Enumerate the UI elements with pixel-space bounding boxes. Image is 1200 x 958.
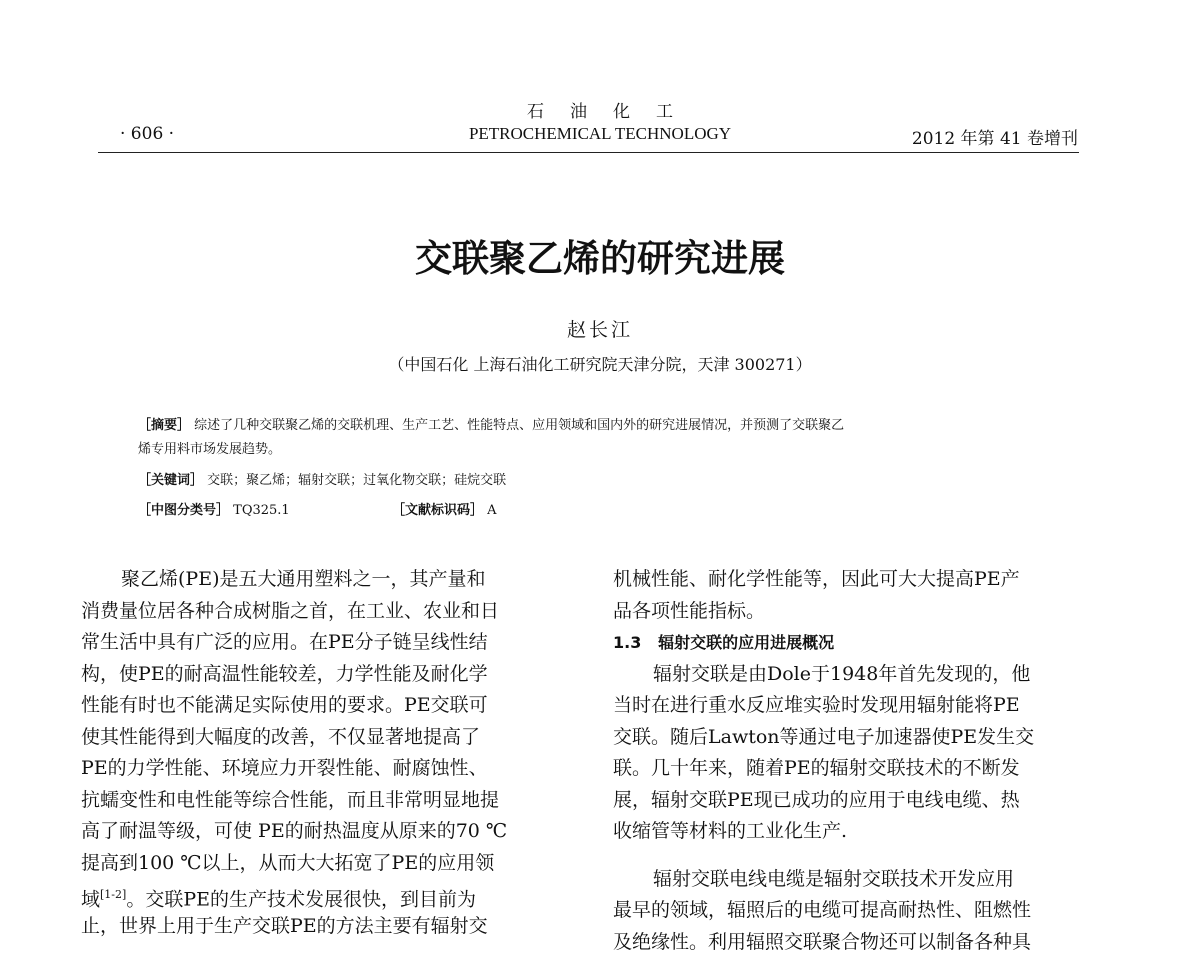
classification-label: ［中图分类号］	[138, 503, 229, 518]
header-rule	[98, 152, 1079, 153]
body-text: 域	[81, 888, 100, 910]
page-number: · 606 ·	[120, 124, 174, 144]
abstract-label: ［摘要］	[138, 418, 190, 433]
paper-title: 交联聚乙烯的研究进展	[0, 228, 1200, 282]
body-line: 聚乙烯(PE)是五大通用塑料之一，其产量和	[81, 564, 507, 596]
affiliation: （中国石化 上海石油化工研究院天津分院，天津 300271）	[0, 352, 1200, 375]
body-line: 构，使PE的耐高温性能较差，力学性能及耐化学	[81, 659, 507, 691]
body-text: 。交联PE的生产技术发展很快，到目前为	[126, 888, 476, 910]
journal-name-chinese: 石油化工	[0, 97, 1200, 122]
abstract-text-line1: 综述了几种交联聚乙烯的交联机理、生产工艺、性能特点、应用领域和国内外的研究进展情况，并预测了交联聚乙	[194, 418, 844, 433]
body-line: 及绝缘性。利用辐照交联聚合物还可以制备各种具	[613, 927, 1034, 958]
body-line: 联。几十年来，随着PE的辐射交联技术的不断发	[613, 753, 1034, 785]
keywords-label: ［关键词］	[138, 473, 203, 488]
body-line: 当时在进行重水反应堆实验时发现用辐射能将PE	[613, 690, 1034, 722]
body-line: 最早的领域，辐照后的电缆可提高耐热性、阻燃性	[613, 895, 1034, 927]
section-number: 1.3	[613, 633, 641, 652]
abstract	[138, 415, 844, 437]
body-line-with-citation	[81, 879, 507, 911]
body-line: 辐射交联是由Dole于1948年首先发现的，他	[613, 659, 1034, 691]
keywords-text: 交联；聚乙烯；辐射交联；过氧化物交联；硅烷交联	[207, 473, 506, 488]
body-line: 收缩管等材料的工业化生产.	[613, 816, 1034, 848]
body-line: 辐射交联电线电缆是辐射交联技术开发应用	[613, 864, 1034, 896]
body-column-left	[81, 564, 507, 942]
body-line: 抗蠕变性和电性能等综合性能，而且非常明显地提	[81, 785, 507, 817]
journal-name-english: PETROCHEMICAL TECHNOLOGY	[0, 124, 1200, 144]
body-column-right	[613, 564, 1034, 958]
body-line: 高了耐温等级，可使 PE的耐热温度从原来的70 ℃	[81, 816, 507, 848]
section-heading	[613, 627, 1034, 659]
abstract-continuation	[138, 439, 281, 461]
issue-info: 2012 年第 41 卷增刊	[912, 124, 1078, 149]
body-line: 性能有时也不能满足实际使用的要求。PE交联可	[81, 690, 507, 722]
document-code	[392, 500, 497, 522]
body-line: 交联。随后Lawton等通过电子加速器使PE发生交	[613, 722, 1034, 754]
classification-value: TQ325.1	[233, 503, 290, 518]
body-line: 品各项性能指标。	[613, 596, 1034, 628]
abstract-text-line2: 烯专用料市场发展趋势。	[138, 442, 281, 457]
body-line: 止，世界上用于生产交联PE的方法主要有辐射交	[81, 911, 507, 943]
document-code-label: ［文献标识码］	[392, 503, 483, 518]
body-line: 机械性能、耐化学性能等，因此可大大提高PE产	[613, 564, 1034, 596]
body-line: 常生活中具有广泛的应用。在PE分子链呈线性结	[81, 627, 507, 659]
classification	[138, 500, 290, 522]
author: 赵长江	[0, 315, 1200, 342]
citation-ref: [1-2]	[100, 888, 126, 901]
paragraph-gap	[613, 848, 1034, 864]
body-line: 提高到100 ℃以上，从而大大拓宽了PE的应用领	[81, 848, 507, 880]
keywords	[138, 470, 506, 492]
body-line: 消费量位居各种合成树脂之首，在工业、农业和日	[81, 596, 507, 628]
document-code-value: A	[487, 503, 496, 518]
body-line: 使其性能得到大幅度的改善，不仅显著地提高了	[81, 722, 507, 754]
body-line: 展，辐射交联PE现已成功的应用于电线电缆、热	[613, 785, 1034, 817]
body-line: PE的力学性能、环境应力开裂性能、耐腐蚀性、	[81, 753, 507, 785]
section-title: 辐射交联的应用进展概况	[658, 633, 834, 652]
